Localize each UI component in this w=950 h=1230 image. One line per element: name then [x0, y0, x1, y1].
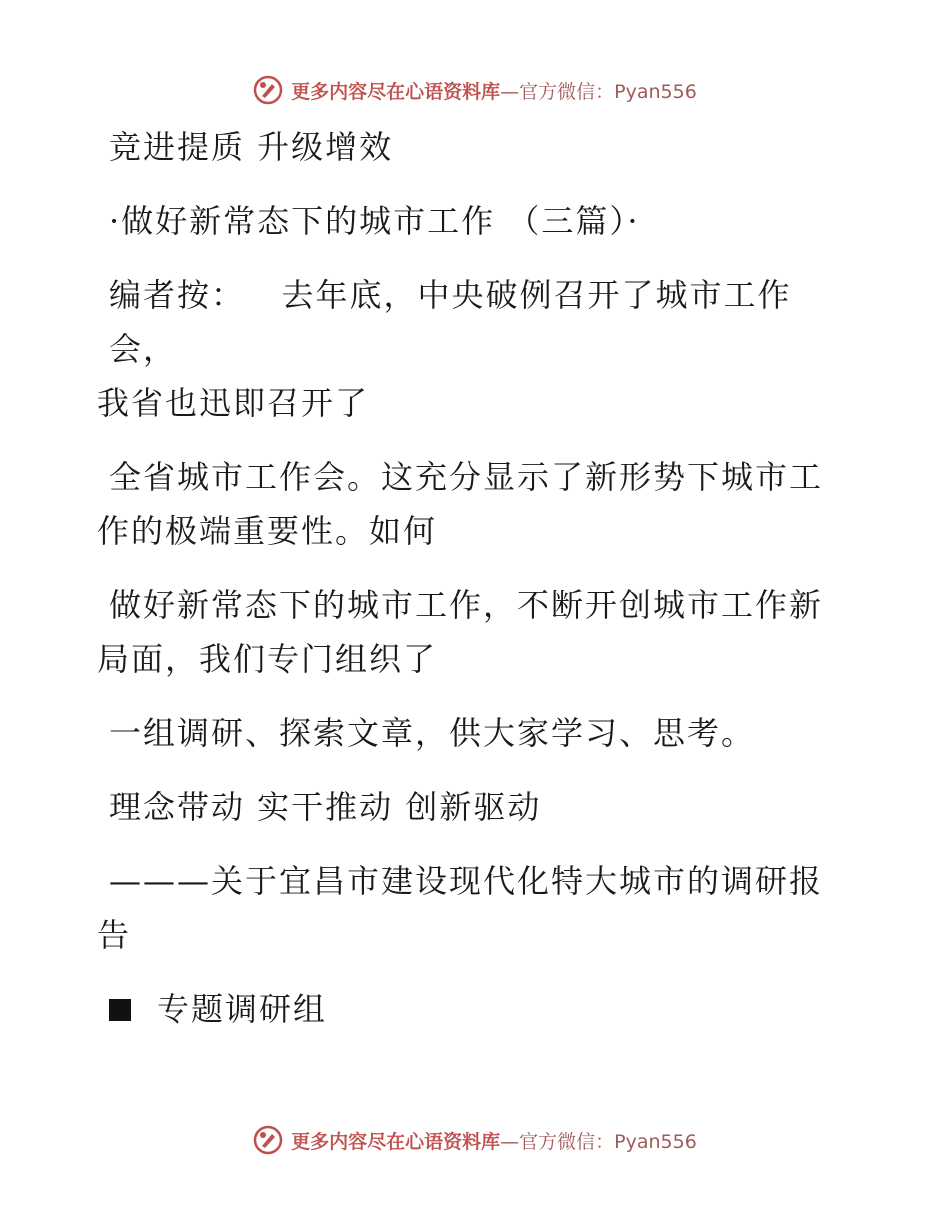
editor-text: 去年底，中央破例召开了城市工作会，	[109, 276, 792, 368]
square-bullet-icon	[109, 999, 131, 1021]
editor-note	[97, 268, 837, 430]
author-line	[97, 982, 837, 1036]
article-title: 理念带动 实干推动 创新驱动	[109, 788, 542, 826]
article-subtitle-line-2: 告	[97, 916, 132, 954]
watermark-wechat: —官方微信：Pyan556	[500, 1130, 697, 1153]
paragraph-3	[97, 578, 837, 686]
watermark-wechat: —官方微信：Pyan556	[500, 80, 697, 103]
paragraph-2-line-1: 全省城市工作会。这充分显示了新形势下城市工	[109, 458, 824, 496]
editor-note-line-1	[97, 268, 837, 376]
watermark-brand: 更多内容尽在心语资料库	[291, 80, 501, 103]
article-subtitle	[97, 854, 837, 962]
pen-logo-icon	[253, 75, 283, 105]
paragraph-4: 一组调研、探索文章，供大家学习、思考。	[109, 714, 756, 752]
paragraph-2-line-2: 作的极端重要性。如何	[97, 512, 438, 550]
heading-line-1: 竞进提质 升级增效	[109, 128, 394, 166]
heading-line-2: ·做好新常态下的城市工作 （三篇）·	[109, 202, 640, 240]
paragraph-3-line-2: 局面，我们专门组织了	[97, 640, 438, 678]
paragraph-3-line-1: 做好新常态下的城市工作，不断开创城市工作新	[109, 586, 824, 624]
pen-logo-icon	[253, 1125, 283, 1155]
editor-label: 编者按：	[109, 276, 246, 314]
paragraph-2	[97, 450, 837, 558]
watermark-brand: 更多内容尽在心语资料库	[291, 1130, 501, 1153]
author-name: 专题调研组	[157, 990, 328, 1028]
article-subtitle-line-1: ———关于宜昌市建设现代化特大城市的调研报	[109, 862, 824, 900]
document-body	[97, 120, 837, 1036]
watermark-banner-top	[0, 70, 950, 110]
editor-note-line-2: 我省也迅即召开了	[97, 384, 370, 422]
watermark-banner-bottom	[0, 1120, 950, 1160]
